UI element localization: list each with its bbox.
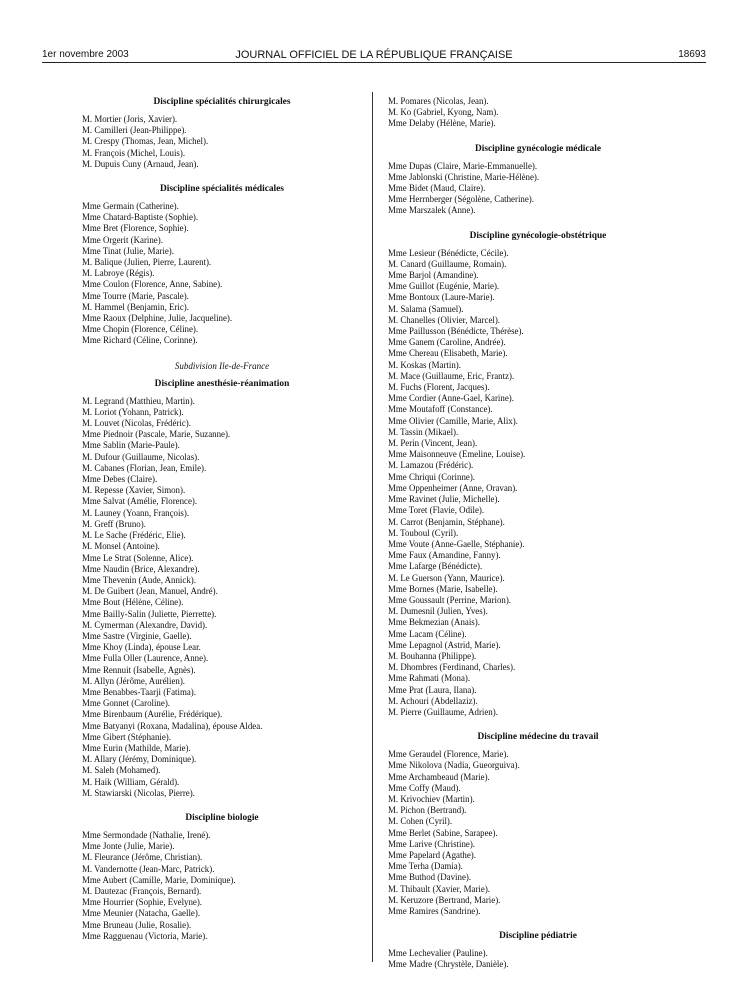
list-item: Mme Rahmati (Mona). xyxy=(388,673,471,684)
list-item: M. Dumesnil (Julien, Yves). xyxy=(388,606,488,617)
list-item: Mme Le Strat (Solenne, Alice). xyxy=(82,552,194,563)
discipline-heading: Discipline biologie xyxy=(185,812,259,823)
list-item: M. Thibault (Xavier, Marie). xyxy=(388,883,491,894)
list-item: Mme Ragguenau (Victoria, Marie). xyxy=(82,930,208,941)
list-item: Mme Dupas (Claire, Marie-Emmanuelle). xyxy=(388,160,538,171)
list-item: M. Legrand (Matthieu, Martin). xyxy=(82,395,195,406)
list-item: Mme Gibert (Stéphanie). xyxy=(82,731,171,742)
list-item: Mme Bornes (Marie, Isabelle). xyxy=(388,583,498,594)
left-column xyxy=(82,96,362,942)
list-item: M. Dautezac (François, Bernard). xyxy=(82,885,202,896)
list-item: Mme Lafarge (Bénédicte). xyxy=(388,561,483,572)
list-item: M. Dupuis Cuny (Arnaud, Jean). xyxy=(82,158,199,169)
list-item: M. Le Guerson (Yann, Maurice). xyxy=(388,572,505,583)
list-item: Mme Buthod (Davine). xyxy=(388,872,472,883)
list-item: Mme Bailly-Salin (Juliette, Pierrette). xyxy=(82,608,217,619)
list-item: Mme Jonte (Julie, Marie). xyxy=(82,841,175,852)
list-item: M. Cohen (Cyril). xyxy=(388,816,453,827)
list-item: M. Canard (Guillaume, Romain). xyxy=(388,258,507,269)
list-item: M. Ko (Gabriel, Kyong, Nam). xyxy=(388,107,499,118)
list-item: M. Mortier (Joris, Xavier). xyxy=(82,114,178,124)
list-item: Mme Faux (Amandine, Fanny). xyxy=(388,550,501,561)
list-item: Mme Lacam (Céline). xyxy=(388,628,467,639)
list-item: M. Koskas (Martin). xyxy=(388,359,461,370)
list-item: Mme Germain (Catherine). xyxy=(82,201,179,212)
list-item: Mme Aubert (Camille, Marie, Dominique). xyxy=(82,874,236,885)
section xyxy=(388,230,688,719)
list-item: Mme Coulon (Florence, Anne, Sabine). xyxy=(82,279,223,290)
list-item: M. Dhombres (Ferdinand, Charles). xyxy=(388,662,516,673)
list-item: M. Tassin (Mikael). xyxy=(388,426,459,437)
list-item: Mme Tinat (Julie, Marie). xyxy=(82,245,174,256)
list-item: M. Carrot (Benjamin, Stéphane). xyxy=(388,516,505,527)
section xyxy=(82,183,362,347)
right-column xyxy=(388,96,688,971)
list-item: Mme Papelard (Agathe). xyxy=(388,849,476,860)
section xyxy=(388,731,688,917)
list-item: M. François (Michel, Louis). xyxy=(82,147,186,158)
list-item: Mme Olivier (Camille, Marie, Alix). xyxy=(388,415,518,426)
list-item: M. Achouri (Abdellaziz). xyxy=(388,695,478,706)
list-item: Mme Archambeaud (Marie). xyxy=(388,771,490,782)
list-item: Mme Guillot (Eugénie, Marie). xyxy=(388,281,500,292)
list-item: M. Allyn (Jérôme, Aurélien). xyxy=(82,675,186,686)
list-item: Mme Hourrier (Sophie, Evelyne). xyxy=(82,897,203,908)
list-item: Mme Naudin (Brice, Alexandre). xyxy=(82,563,200,574)
list-item: M. Balique (Julien, Pierre, Laurent). xyxy=(82,257,212,268)
section xyxy=(82,360,362,799)
list-item: Mme Meunier (Natacha, Gaelle). xyxy=(82,908,201,919)
list-item: Mme Fulla Oller (Laurence, Anne). xyxy=(82,653,209,664)
list-item: Mme Nikolova (Nadia, Gueorguiva). xyxy=(388,760,520,771)
list-item: Mme Bontoux (Laure-Marie). xyxy=(388,292,495,303)
list-item: Mme Bret (Florence, Sophie). xyxy=(82,223,189,234)
list-item: M. Repesse (Xavier, Simon). xyxy=(82,485,186,496)
list-item: Mme Sermondade (Nathalie, Irené). xyxy=(82,829,211,840)
list-item: Mme Marszalek (Anne). xyxy=(388,205,476,216)
list-item: Mme Herrnberger (Ségolène, Catherine). xyxy=(388,194,534,205)
list-item: M. Dufour (Guillaume, Nicolas). xyxy=(82,451,200,462)
list-item: M. Loriot (Yohann, Patrick). xyxy=(82,406,184,417)
list-item: Mme Lechevalier (Pauline). xyxy=(388,948,488,959)
list-item: M. Vandernotte (Jean-Marc, Patrick). xyxy=(82,863,215,874)
list-item: Mme Toret (Flavie, Odile). xyxy=(388,505,485,516)
list-item: Mme Paillusson (Bénédicte, Thérèse). xyxy=(388,326,524,337)
list-item: Mme Eurin (Mathilde, Marie). xyxy=(82,742,191,753)
list-item: M. Crespy (Thomas, Jean, Michel). xyxy=(82,136,209,147)
list-item: Mme Moutafoff (Constance). xyxy=(388,404,493,415)
list-item: Mme Ramires (Sandrine). xyxy=(388,906,481,916)
section xyxy=(388,143,688,217)
list-item: M. Stawiarski (Nicolas, Pierre). xyxy=(82,787,195,798)
list-item: Mme Ravinet (Julie, Michelle). xyxy=(388,494,500,505)
discipline-heading: Discipline médecine du travail xyxy=(477,732,599,743)
list-item: M. Allary (Jérémy, Dominique). xyxy=(82,754,197,765)
list-item: Mme Khoy (Linda), épouse Lear. xyxy=(82,642,201,653)
list-item: Mme Voute (Anne-Gaelle, Stéphanie). xyxy=(388,538,525,549)
list-item: Mme Jablonski (Christine, Marie-Hélène). xyxy=(388,171,540,182)
list-item: Mme Barjol (Amandine). xyxy=(388,270,479,281)
list-item: M. Cabanes (Florian, Jean, Emile). xyxy=(82,462,207,473)
page-header xyxy=(42,48,706,63)
list-item: Mme Batyanyi (Roxana, Madalina), épouse Aldea. xyxy=(82,720,263,731)
list-item: Mme Debes (Claire). xyxy=(82,474,158,485)
list-item: M. Mace (Guillaume, Eric, Frantz). xyxy=(388,370,515,381)
list-item: Mme Madre (Chrystèle, Danièle). xyxy=(388,959,509,970)
list-item: Mme Gonnet (Caroline). xyxy=(82,698,170,709)
list-item: M. Fleurance (Jérôme, Christian). xyxy=(82,852,203,863)
discipline-heading: Discipline gynécologie médicale xyxy=(474,143,602,154)
section xyxy=(82,812,362,942)
discipline-heading: Discipline spécialités chirurgicales xyxy=(153,97,291,107)
list-item: Mme Chatard-Baptiste (Sophie). xyxy=(82,212,199,223)
list-item: M. Le Sache (Frédéric, Elie). xyxy=(82,530,186,541)
list-item: Mme Oppenheimer (Anne, Oravan). xyxy=(388,482,518,493)
list-item: Mme Lesieur (Bénédicte, Cécile). xyxy=(388,247,509,258)
list-item: Mme Geraudel (Florence, Marie). xyxy=(388,749,509,760)
list-item: Mme Berlet (Sabine, Sarapee). xyxy=(388,827,498,838)
list-item: M. Haik (William, Gérald). xyxy=(82,776,180,787)
list-item: M. Fuchs (Florent, Jacques). xyxy=(388,382,490,393)
list-item: Mme Raoux (Delphine, Julie, Jacqueline). xyxy=(82,313,233,324)
list-item: Mme Bruneau (Julie, Rosalie). xyxy=(82,919,192,930)
list-item: M. Launey (Yoann, François). xyxy=(82,507,190,518)
section xyxy=(388,930,688,970)
list-item: M. Pierre (Guillaume, Adrien). xyxy=(388,706,498,717)
discipline-heading: Discipline anesthésie-réanimation xyxy=(154,378,290,389)
list-item: Mme Benabbes-Taarji (Fatima). xyxy=(82,686,196,697)
list-item: Mme Chopin (Florence, Céline). xyxy=(82,324,199,335)
list-item: M. Krivochiev (Martin). xyxy=(388,793,475,804)
list-item: Mme Rennuit (Isabelle, Agnès). xyxy=(82,664,196,675)
list-item: M. Lamazou (Frédéric). xyxy=(388,460,474,471)
list-item: M. Greff (Bruno). xyxy=(82,518,146,529)
list-item: Mme Chriqui (Corinne). xyxy=(388,471,476,482)
list-item: Mme Salvat (Amélie, Florence). xyxy=(82,496,198,507)
list-item: Mme Bout (Hélène, Céline). xyxy=(82,597,184,608)
list-item: M. Keruzore (Bertrand, Marie). xyxy=(388,894,501,905)
list-item: Mme Birenbaum (Aurélie, Frédérique). xyxy=(82,709,223,720)
list-item: Mme Orgerit (Karine). xyxy=(82,234,163,245)
list-item: M. Perin (Vincent, Jean). xyxy=(388,438,478,449)
list-item: Mme Chereau (Elisabeth, Marie). xyxy=(388,348,508,359)
list-item: Mme Larive (Christine). xyxy=(388,838,475,849)
section xyxy=(82,96,362,170)
list-item: Mme Bidet (Maud, Claire). xyxy=(388,183,486,194)
list-item: Mme Goussault (Perrine, Marion). xyxy=(388,594,511,605)
discipline-heading: Discipline gynécologie-obstétrique xyxy=(469,230,607,241)
list-item: Mme Cordier (Anne-Gael, Karine). xyxy=(388,393,514,404)
list-item: M. De Guibert (Jean, Manuel, André). xyxy=(82,586,218,597)
list-item: M. Pomares (Nicolas, Jean). xyxy=(388,96,489,106)
page-number: 18693 xyxy=(678,49,706,60)
discipline-heading: Discipline pédiatrie xyxy=(499,931,577,942)
section xyxy=(388,96,688,130)
list-item: M. Camilleri (Jean-Philippe). xyxy=(82,125,187,136)
list-item: M. Monsel (Antoine). xyxy=(82,541,160,552)
column-divider xyxy=(372,92,373,962)
list-item: M. Saleh (Mohamed). xyxy=(82,765,161,776)
list-item: Mme Sablin (Marie-Paule). xyxy=(82,440,180,451)
list-item: Mme Lepagnol (Astrid, Marie). xyxy=(388,639,501,650)
header-title: JOURNAL OFFICIEL DE LA RÉPUBLIQUE FRANÇAISE xyxy=(235,49,513,61)
list-item: Mme Delaby (Hélène, Marie). xyxy=(388,118,496,129)
list-item: M. Salama (Samuel). xyxy=(388,303,464,314)
list-item: Mme Piednoir (Pascale, Marie, Suzanne). xyxy=(82,429,231,440)
list-item: Mme Prat (Laura, Ilana). xyxy=(388,684,477,695)
list-item: M. Pichon (Bertrand). xyxy=(388,805,467,816)
list-item: Mme Sastre (Virginie, Gaelle). xyxy=(82,630,192,641)
list-item: Mme Ganem (Caroline, Andrée). xyxy=(388,337,506,348)
list-item: Mme Coffy (Maud). xyxy=(388,782,461,793)
discipline-heading: Discipline spécialités médicales xyxy=(160,184,284,195)
list-item: Mme Maisonneuve (Emeline, Louise). xyxy=(388,449,526,460)
list-item: M. Bouhanna (Philippe). xyxy=(388,650,477,661)
list-item: Mme Thevenin (Aude, Annick). xyxy=(82,574,196,585)
list-item: M. Louvet (Nicolas, Frédéric). xyxy=(82,418,191,429)
list-item: Mme Tourre (Marie, Pascale). xyxy=(82,290,189,301)
list-item: M. Cymerman (Alexandre, David). xyxy=(82,619,208,630)
list-item: M. Labroye (Régis). xyxy=(82,268,155,279)
header-date: 1er novembre 2003 xyxy=(42,49,129,60)
list-item: M. Touboul (Cyril). xyxy=(388,527,459,538)
list-item: M. Chanelles (Olivier, Marcel). xyxy=(388,314,501,325)
list-item: Mme Terha (Damia). xyxy=(388,861,463,872)
list-item: M. Hammel (Benjamin, Eric). xyxy=(82,301,189,312)
list-item: Mme Bekmezian (Anais). xyxy=(388,617,480,628)
list-item: Mme Richard (Céline, Corinne). xyxy=(82,335,198,346)
subdivision-heading: Subdivision Ile-de-France xyxy=(174,360,270,371)
